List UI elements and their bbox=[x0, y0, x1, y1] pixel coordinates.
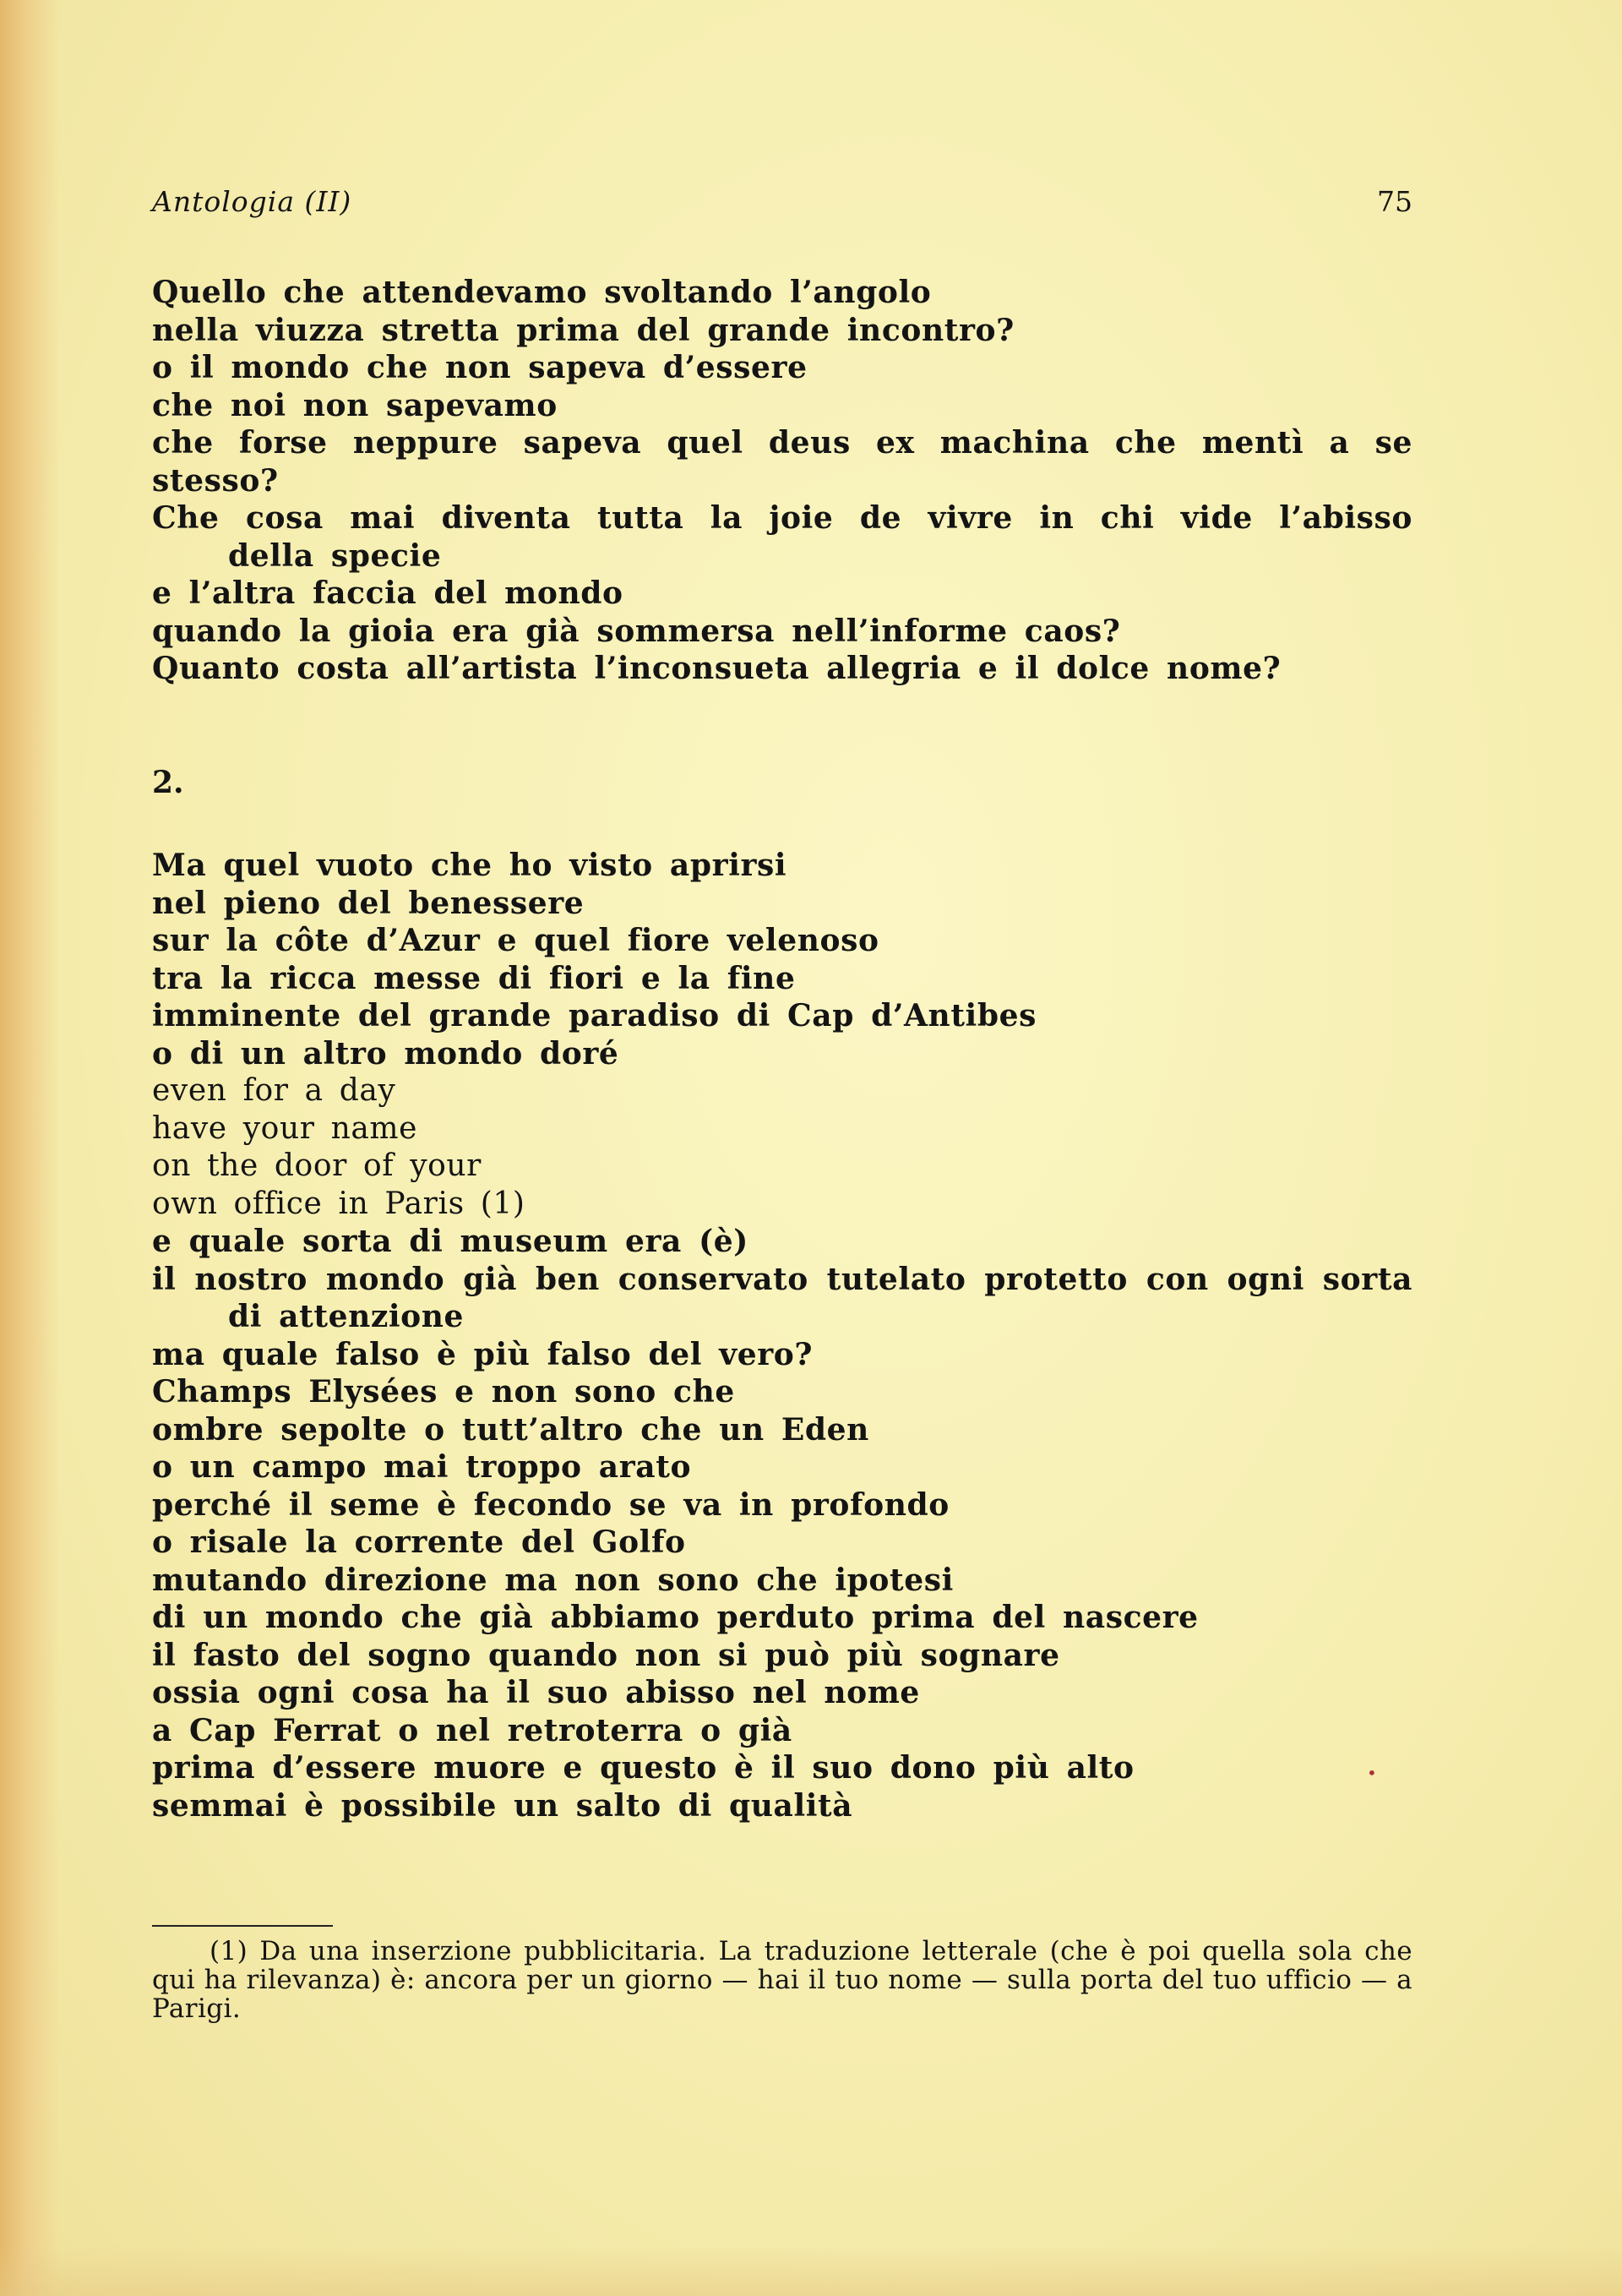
verse-line: quando la gioia era già sommersa nell’informe caos? bbox=[152, 613, 1121, 649]
verse-line: o un campo mai troppo arato bbox=[152, 1449, 692, 1485]
verse-line: tra la ricca messe di fiori e la fine bbox=[152, 960, 796, 996]
verse-line-continuation: di attenzione bbox=[228, 1299, 465, 1334]
verse-line: o il mondo che non sapeva d’essere bbox=[152, 350, 808, 385]
poem-part-2 bbox=[152, 847, 1412, 1824]
verse-line: ma quale falso è più falso del vero? bbox=[152, 1336, 814, 1372]
verse-line: imminente del grande paradiso di Cap d’Antibes bbox=[152, 998, 1037, 1033]
verse-line: Champs Elysées e non sono che bbox=[152, 1374, 735, 1410]
verse-line: Ma quel vuoto che ho visto aprirsi bbox=[152, 848, 787, 883]
verse-line: nella viuzza stretta prima del grande incontro? bbox=[152, 312, 1015, 348]
page-edge-shadow bbox=[0, 0, 59, 2296]
page-number: 75 bbox=[1377, 185, 1412, 218]
verse-line-continuation: della specie bbox=[228, 537, 442, 574]
verse-line: e l’altra faccia del mondo bbox=[152, 575, 623, 611]
verse-line: che noi non sapevamo bbox=[152, 387, 558, 423]
verse-line: Quello che attendevamo svoltando l’angolo bbox=[152, 275, 932, 310]
verse-line: o di un altro mondo doré bbox=[152, 1035, 619, 1072]
verse-line-english: have your name bbox=[152, 1110, 418, 1146]
verse-line: o risale la corrente del Golfo bbox=[152, 1524, 686, 1560]
verse-line: e quale sorta di museum era (è) bbox=[152, 1224, 748, 1259]
verse-line: che forse neppure sapeva quel deus ex machina che mentì a se stesso? bbox=[152, 425, 1412, 499]
verse-line: perché il seme è fecondo se va in profondo bbox=[152, 1486, 950, 1523]
verse-line: a Cap Ferrat o nel retroterra o già bbox=[152, 1712, 792, 1748]
running-title: Antologia (II) bbox=[152, 185, 352, 218]
poem-part-1 bbox=[152, 274, 1412, 688]
verse-line: nel pieno del benessere bbox=[152, 885, 585, 921]
verse-line: il fasto del sogno quando non si può più sognare bbox=[152, 1637, 1060, 1673]
verse-line: ombre sepolte o tutt’altro che un Eden bbox=[152, 1411, 869, 1448]
verse-line-english: own office in Paris (1) bbox=[152, 1186, 525, 1221]
footnote-divider bbox=[152, 1925, 333, 1927]
verse-line: Che cosa mai diventa tutta la joie de vivre in chi vide l’abisso bbox=[152, 500, 1412, 536]
verse-line: di un mondo che già abbiamo perduto prima del nascere bbox=[152, 1600, 1199, 1635]
verse-line: ossia ogni cosa ha il suo abisso nel nome bbox=[152, 1675, 920, 1710]
ink-mark: • bbox=[1367, 1763, 1377, 1783]
verse-line-english: even for a day bbox=[152, 1073, 396, 1108]
verse-line: il nostro mondo già ben conservato tutelato protetto con ogni sorta bbox=[152, 1261, 1412, 1297]
running-header bbox=[152, 181, 1412, 223]
verse-line: sur la côte d’Azur e quel fiore velenoso bbox=[152, 923, 879, 958]
verse-line: mutando direzione ma non sono che ipotesi bbox=[152, 1562, 954, 1598]
verse-line: prima d’essere muore e questo è il suo dono più alto bbox=[152, 1750, 1135, 1786]
verse-line-english: on the door of your bbox=[152, 1148, 482, 1183]
section-number: 2. bbox=[152, 765, 184, 800]
verse-line: semmai è possibile un salto di qualità bbox=[152, 1787, 853, 1824]
footnote-text: (1) Da una inserzione pubblicitaria. La traduzione letterale (che è poi quella sola che qui ha rilevanza) è: ancora per un giorno — hai il tuo nome — sulla porta del tuo ufficio — a Parigi. bbox=[152, 1936, 1412, 2024]
verse-line: Quanto costa all’artista l’inconsueta allegria e il dolce nome? bbox=[152, 651, 1282, 686]
page-bottom-shadow bbox=[0, 2245, 1622, 2296]
footnote bbox=[152, 1937, 1412, 2023]
